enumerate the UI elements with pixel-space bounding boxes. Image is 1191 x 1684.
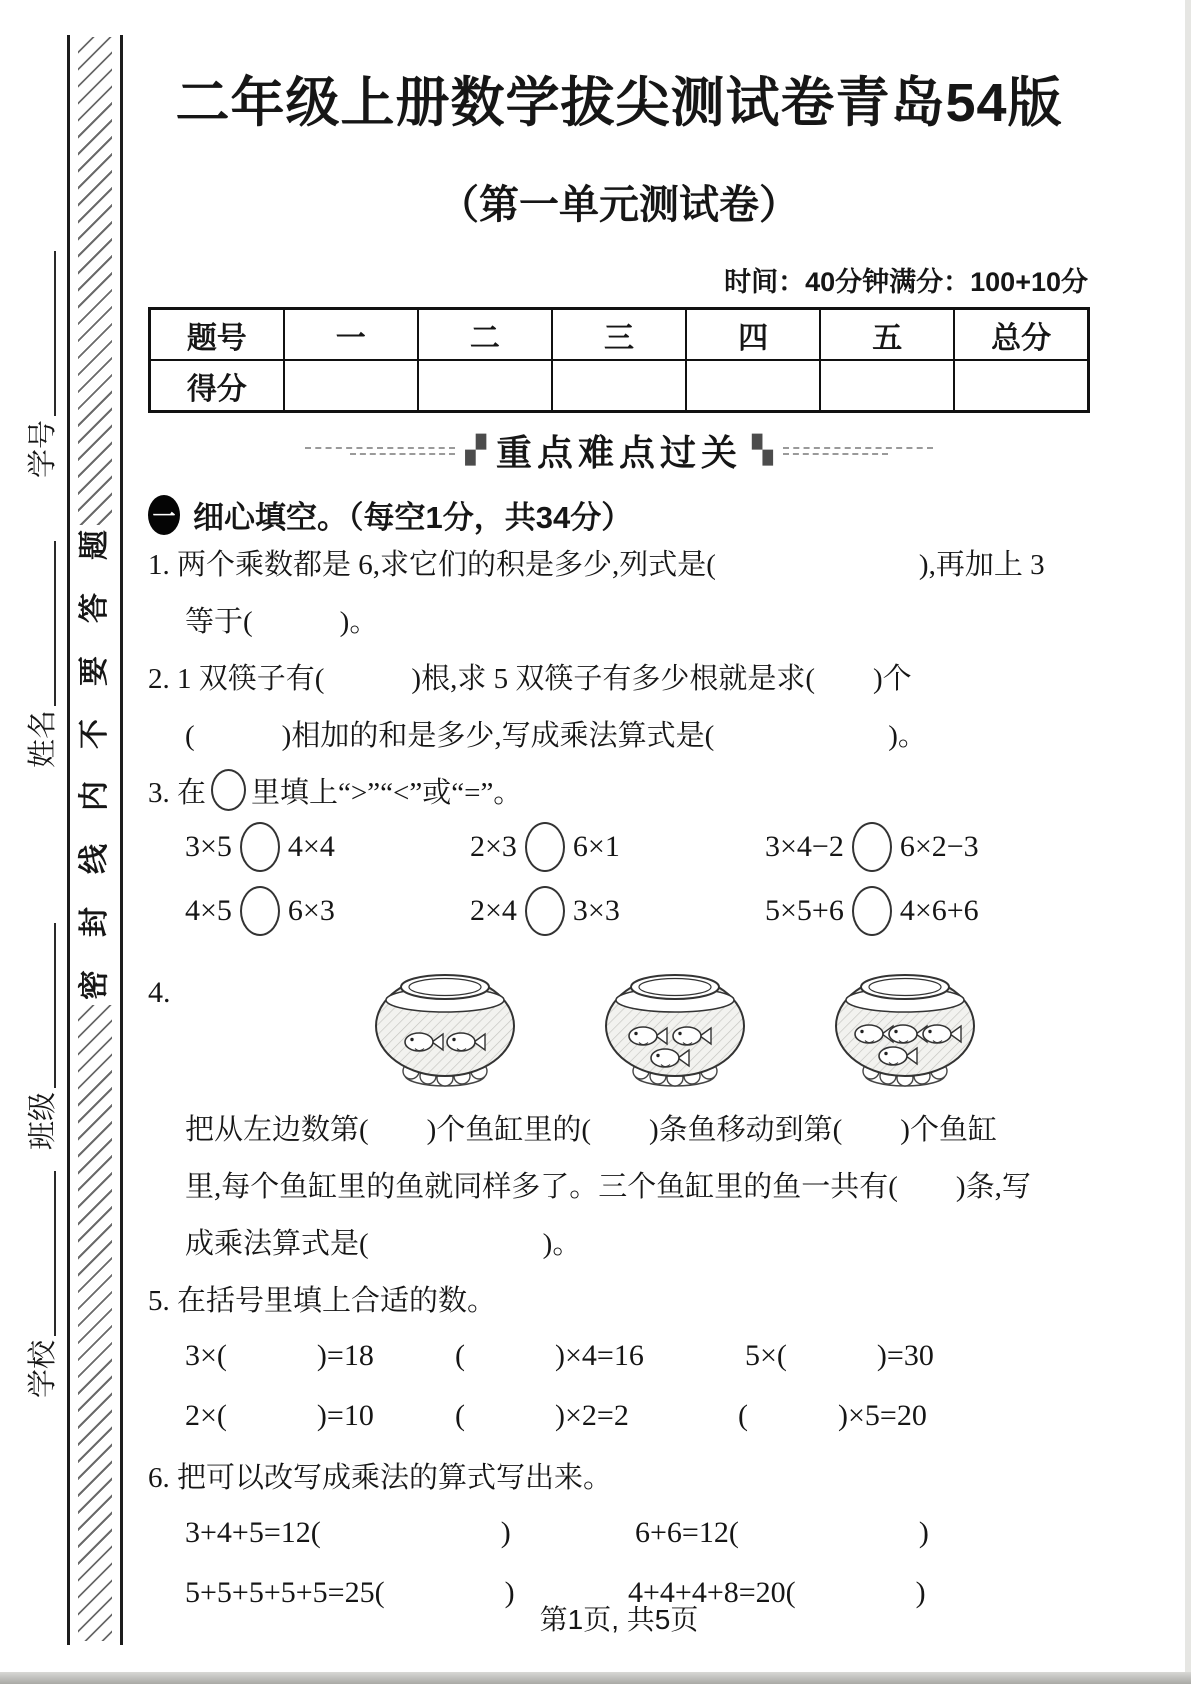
score-cell (820, 360, 954, 412)
score-cell (418, 360, 552, 412)
comparison-item (765, 886, 979, 936)
side-field-class (20, 865, 60, 1150)
equation-blank: 5+5+5+5+5=25( ) (185, 1576, 515, 1609)
equation-blank: 3×( )=18 (185, 1339, 374, 1372)
seal-text-char: 答 (78, 592, 111, 623)
question-1-line-2: 等于( )。 (185, 606, 379, 638)
compare-right: 4×4 (287, 830, 335, 863)
question-4-number: 4. (148, 976, 171, 1009)
compare-left: 4×5 (185, 894, 232, 927)
comparison-item (470, 822, 620, 872)
fishbowl-image-3 (805, 958, 1005, 1098)
section-one-badge: 一 (148, 495, 180, 535)
score-table-header-row (150, 309, 1089, 361)
question-4-line-3: 成乘法算式是( )。 (185, 1228, 582, 1260)
school-blank-line (24, 1171, 56, 1336)
banner-checker-icon-right: ▚ (752, 435, 773, 466)
compare-left: 2×4 (470, 894, 517, 927)
question-2-line-1: 2. 1 双筷子有( )根,求 5 双筷子有多少根就是求( )个 (148, 663, 912, 695)
score-table-col-3: 三 (552, 309, 686, 361)
equation-blank: ( )×4=16 (455, 1339, 644, 1372)
page-title: 二年级上册数学拔尖测试卷青岛54版 (175, 73, 1063, 133)
comparison-item (185, 886, 335, 936)
page-edge-right (1185, 0, 1191, 1684)
compare-right: 6×2−3 (899, 830, 979, 863)
page-footer: 第1页, 共5页 (539, 1604, 699, 1635)
compare-circle-icon (852, 822, 892, 872)
fishbowl-image-1 (345, 958, 545, 1098)
comparison-item (765, 822, 979, 872)
name-blank-line (24, 541, 56, 706)
banner-dash-ornament-right (783, 443, 933, 459)
compare-right: 6×3 (287, 894, 335, 927)
equation-blank: ( )×2=2 (455, 1399, 629, 1432)
question-5-intro: 5. 在括号里填上合适的数。 (148, 1285, 497, 1317)
question-1-line-1: 1. 两个乘数都是 6,求它们的积是多少,列式是( ),再加上 3 (148, 549, 1045, 581)
compare-left: 3×4−2 (765, 830, 844, 863)
compare-circle-icon (211, 769, 246, 811)
banner-dash-ornament-left (305, 443, 455, 459)
page-edge-bottom (0, 1672, 1191, 1684)
compare-left: 2×3 (470, 830, 517, 863)
equation-blank: 6+6=12( ) (635, 1516, 929, 1549)
hatch-top (78, 37, 112, 525)
comparison-item (185, 822, 335, 872)
seal-band (67, 35, 123, 1645)
compare-right: 3×3 (572, 894, 620, 927)
school-label: 学校 (26, 1339, 59, 1398)
seal-text-char: 封 (78, 907, 111, 938)
score-table-score-row (150, 360, 1089, 412)
score-cell (284, 360, 418, 412)
score-table-col-5: 五 (820, 309, 954, 361)
seal-text-char: 线 (78, 844, 111, 875)
seal-text-char: 不 (78, 718, 111, 749)
comparison-row-1 (148, 822, 1090, 886)
question-2-line-2: ( )相加的和是多少,写成乘法算式是( )。 (185, 720, 927, 752)
score-cell (552, 360, 686, 412)
equation-blank: 2×( )=10 (185, 1399, 374, 1432)
comparison-item (470, 886, 620, 936)
class-label: 班级 (26, 1091, 59, 1150)
seal-text-char: 要 (78, 655, 111, 686)
time-info: 时间：40分钟满分：100+10分 (724, 267, 1088, 297)
compare-right: 4×6+6 (899, 894, 979, 927)
page-subtitle: （第一单元测试卷） (439, 183, 799, 227)
question-3-intro-suffix: 里填上“>”“<”或“=”。 (251, 777, 523, 809)
banner-title: 重点难点过关 (495, 432, 742, 473)
compare-left: 5×5+6 (765, 894, 844, 927)
compare-left: 3×5 (185, 830, 232, 863)
side-field-school (20, 1113, 60, 1398)
score-cell (954, 360, 1088, 412)
question-4-visual (148, 954, 1090, 1102)
class-blank-line (24, 923, 56, 1088)
section-banner (148, 425, 1090, 476)
equation-blank: 5×( )=30 (745, 1339, 934, 1372)
name-label: 姓名 (26, 709, 59, 768)
compare-circle-icon (240, 886, 280, 936)
comparison-row-2 (148, 886, 1090, 950)
compare-circle-icon (852, 886, 892, 936)
banner-checker-icon-left: ▞ (465, 435, 486, 466)
question-4-line-1: 把从左边数第( )个鱼缸里的( )条鱼移动到第( )个鱼缸 (185, 1114, 997, 1146)
section-one-title: 细心填空。（每空1分，共34分） (193, 500, 633, 535)
compare-circle-icon (525, 822, 565, 872)
side-field-student-id (20, 193, 60, 478)
seal-text-char: 密 (78, 969, 111, 1000)
section-one-heading (148, 492, 1090, 537)
compare-right: 6×1 (572, 830, 620, 863)
hatch-bottom (78, 1005, 112, 1641)
question-3-intro (148, 765, 1090, 822)
score-table-col-total: 总分 (954, 309, 1088, 361)
question-5-row-2 (148, 1390, 1090, 1450)
seal-text (70, 530, 120, 1000)
score-table-col-1: 一 (284, 309, 418, 361)
main-content (148, 40, 1090, 1627)
student-id-label: 学号 (26, 419, 59, 478)
question-4-line-2: 里,每个鱼缸里的鱼就同样多了。三个鱼缸里的鱼一共有( )条,写 (185, 1171, 1031, 1203)
score-table (148, 307, 1090, 413)
question-6-intro: 6. 把可以改写成乘法的算式写出来。 (148, 1462, 613, 1494)
compare-circle-icon (525, 886, 565, 936)
compare-circle-icon (240, 822, 280, 872)
question-5-row-1 (148, 1330, 1090, 1390)
equation-blank: 3+4+5=12( ) (185, 1516, 511, 1549)
seal-text-char: 题 (78, 530, 111, 560)
score-row-label: 得分 (150, 360, 284, 412)
score-table-col-4: 四 (686, 309, 820, 361)
seal-text-char: 内 (78, 781, 111, 812)
equation-blank: ( )×5=20 (738, 1399, 927, 1432)
fishbowl-image-2 (575, 958, 775, 1098)
score-cell (686, 360, 820, 412)
side-field-name (20, 483, 60, 768)
question-3-intro-prefix: 3. 在 (148, 777, 207, 809)
score-table-corner: 题号 (150, 309, 284, 361)
equation-blank: 4+4+4+8=20( ) (628, 1576, 926, 1609)
score-table-col-2: 二 (418, 309, 552, 361)
question-6-row-1 (148, 1507, 1090, 1567)
student-id-blank-line (24, 251, 56, 416)
